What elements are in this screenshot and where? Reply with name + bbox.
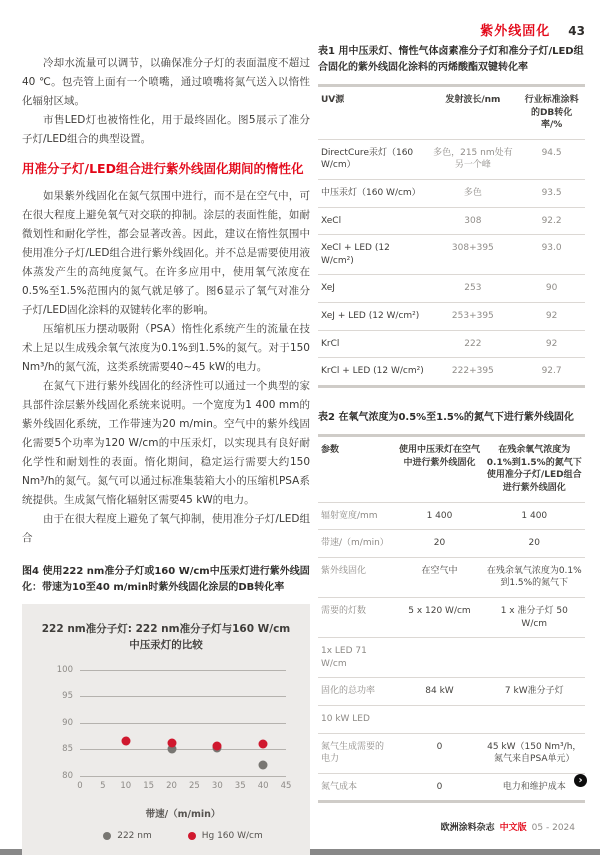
- table-row: [318, 557, 585, 597]
- column-header: UV源: [321, 95, 345, 105]
- table-cell: 在空气中: [421, 565, 458, 576]
- continued-arrow-icon: ›: [574, 774, 587, 787]
- table1-caption: 表1 用中压汞灯、惰性气体卤素准分子灯和准分子灯/LED组合固化的紫外线固化涂料的丙烯酸酯双键转化率: [318, 46, 584, 73]
- table-row: [318, 529, 585, 557]
- y-tick-label: 95: [62, 691, 73, 702]
- table-cell: 308+395: [451, 243, 494, 254]
- table-cell: 电力和维护成本: [502, 781, 566, 792]
- table-cell: 0: [436, 781, 443, 792]
- table-cell: 222: [464, 338, 482, 349]
- gridline: [80, 696, 286, 697]
- table-cell: [395, 638, 483, 677]
- data-point-hg-160-w/cm: [259, 739, 268, 748]
- left-column: [22, 54, 310, 855]
- table-cell: 222+395: [451, 366, 494, 377]
- table2-wrap: [318, 410, 585, 804]
- table-cell: 多色: [463, 187, 482, 198]
- table-row: [318, 637, 585, 677]
- table-cell: [484, 706, 585, 733]
- legend-label: Hg 160 W/cm: [201, 830, 263, 841]
- y-tick-label: 100: [56, 664, 73, 675]
- page-footer: [441, 820, 575, 833]
- y-tick-label: 85: [62, 744, 73, 755]
- x-tick-label: 35: [234, 780, 246, 791]
- page-header: [480, 20, 585, 39]
- paragraph: 压缩机压力摆动吸附（PSA）惰性化系统产生的流量在技术上足以生成残余氧气浓度为0.1%到1.5%的氮气。对于150 Nm³/h的氮气流，这类系统需要40~45 kW的电力。: [22, 323, 310, 374]
- table-cell: 1x LED 71 W/cm: [321, 646, 367, 669]
- x-tick-label: 10: [120, 780, 132, 791]
- table2: [318, 434, 585, 803]
- table-cell: 辐射宽度/mm: [321, 510, 378, 521]
- data-point-hg-160-w/cm: [167, 738, 176, 747]
- table-cell: 20: [528, 538, 540, 549]
- y-tick-label: 90: [62, 717, 73, 728]
- table-cell: 5 x 120 W/cm: [408, 605, 471, 616]
- table-cell: 带速/（m/min）: [321, 538, 389, 549]
- chart-plot: [56, 664, 286, 781]
- table-cell: 在残余氧气浓度为0.1%到1.5%的氮气下: [486, 565, 582, 589]
- legend-item: [103, 831, 152, 841]
- data-point-hg-160-w/cm: [121, 737, 130, 746]
- table-row: [318, 502, 585, 530]
- chart-legend: [68, 831, 298, 841]
- x-tick-label: 15: [143, 780, 155, 791]
- table-row: [318, 274, 585, 302]
- table-header-row: [318, 87, 585, 139]
- section-title: 紫外线固化: [480, 24, 551, 39]
- gridline: [80, 749, 286, 750]
- table-cell: 84 kW: [425, 686, 454, 697]
- page-number: 43: [568, 24, 585, 38]
- table-row: [318, 234, 585, 274]
- table-row: [318, 773, 585, 801]
- legend-item: [188, 831, 263, 841]
- edition-label: 中文版: [499, 823, 527, 833]
- table-cell: 92.7: [541, 366, 562, 377]
- table-cell: KrCl + LED (12 W/cm²): [321, 366, 424, 377]
- table-cell: 需要的灯数: [321, 605, 367, 616]
- table-cell: 253: [464, 283, 482, 294]
- table-cell: XeJ + LED (12 W/cm²): [321, 310, 420, 321]
- table-cell: 92.2: [541, 215, 562, 226]
- column-header: 发射波长/nm: [445, 95, 501, 105]
- paragraph: 市售LED灯也被惰性化，用于最终固化。图5展示了准分子灯/LED组合的典型设置。: [22, 114, 310, 145]
- section-heading: 用准分子灯/LED组合进行紫外线固化期间的惰性化: [22, 161, 304, 176]
- legend-dot-icon: [103, 832, 111, 840]
- x-tick-label: 25: [189, 780, 200, 791]
- chart-x-ticks: [77, 780, 292, 793]
- table-cell: 90: [545, 283, 558, 294]
- data-point-222-nm: [259, 761, 268, 770]
- table-cell: 45 kW（150 Nm³/h，氮气来自PSA单元）: [487, 741, 582, 765]
- gridline: [80, 670, 286, 671]
- paragraph: 如果紫外线固化在氮气氛围中进行，而不是在空气中，可在很大程度上避免氧气对交联的抑制。涂层的表面性能，如耐微划性和耐化学性，都会显著改善。因此，建议在惰性氛围中使用准分子灯/LED组合进行紫外线固化。并不总是需要使用液体蒸发产生的高纯度氮气。在许多应用中，使用氧气浓度在0.5%至1.5%范围内的氮气就足够了。图6显示了氧气对准分子灯/LED固化涂料的双键转化率的影响。: [22, 190, 310, 317]
- x-tick-label: 40: [257, 780, 269, 791]
- x-tick-label: 30: [211, 780, 223, 791]
- gridline: [80, 723, 286, 724]
- table-cell: 中压汞灯（160 W/cm）: [321, 187, 421, 198]
- table-cell: [395, 706, 483, 733]
- y-tick-label: 80: [62, 770, 73, 781]
- table-cell: 1 x 准分子灯 50 W/cm: [500, 605, 568, 629]
- table-cell: XeJ: [321, 283, 335, 294]
- figure4-caption: 图4 使用222 nm准分子灯或160 W/cm中压汞灯进行紫外线固化：带速为10至40 m/min时紫外线固化涂层的DB转化率: [22, 566, 310, 593]
- x-tick-label: 0: [77, 780, 83, 791]
- table-row: [318, 357, 585, 385]
- chart-plot-area: [34, 664, 298, 793]
- table-row: [318, 733, 585, 773]
- table-cell: 94.5: [541, 147, 562, 158]
- paragraph: 冷却水流量可以调节，以确保准分子灯的表面温度不超过40 ℃。包壳管上面有一个喷嘴，通过喷嘴将氮气送入以惰性化辐射区域。: [22, 57, 310, 107]
- x-tick-label: 20: [166, 780, 177, 791]
- table-row: [318, 705, 585, 733]
- legend-label: 222 nm: [117, 830, 152, 841]
- table-cell: 93.0: [541, 243, 562, 254]
- table-row: [318, 330, 585, 358]
- issue-number: 05 - 2024: [531, 823, 575, 833]
- right-column: [318, 44, 585, 803]
- x-tick-label: 5: [100, 780, 106, 791]
- table-cell: 0: [436, 741, 443, 752]
- column-header: 在残余氧气浓度为0.1%到1.5%的氮气下使用准分子灯/LED组合进行紫外线固化: [486, 445, 582, 493]
- column-header: 行业标准涂料的DB转化率/%: [524, 95, 579, 131]
- table-cell: 92: [545, 310, 558, 321]
- table-cell: 10 kW LED: [321, 713, 370, 724]
- table-cell: 7 kW准分子灯: [504, 686, 564, 697]
- table-cell: 308: [464, 215, 482, 226]
- chart-x-axis-label: 带速/（m/min）: [145, 808, 221, 820]
- paragraph: 在氮气下进行紫外线固化的经济性可以通过一个典型的家具部件涂层紫外线固化系统来说明。一个宽度为1 400 mm的紫外线固化系统，工作带速为20 m/min。空气中的紫外线固化需要5个功率为120 W/cm的中压汞灯，以实现具有良好耐化学性和耐划性的表面。惰化期间，稳定运行需要大约150 Nm³/h的氮气。氮气可以通过标准集装箱大小的压缩机PSA系统提供。生成氮气惰化辐射区需要45 kW的电力。: [22, 380, 310, 507]
- table-cell: 20: [433, 538, 446, 549]
- table-cell: [484, 638, 585, 677]
- chart-y-axis-label: [0, 689, 1, 743]
- table-cell: 固化的总功率: [321, 686, 376, 697]
- table-cell: 1 400: [521, 510, 548, 521]
- column-header: 使用中压汞灯在空气中进行紫外线固化: [398, 445, 480, 468]
- table2-caption: 表2 在氧气浓度为0.5%至1.5%的氮气下进行紫外线固化: [318, 411, 574, 423]
- data-point-hg-160-w/cm: [213, 742, 222, 751]
- legend-dot-icon: [188, 832, 196, 840]
- table-row: [318, 207, 585, 235]
- table1: [318, 84, 585, 388]
- table-row: [318, 179, 585, 207]
- table-cell: XeCl: [321, 215, 342, 226]
- figure4-chart: [22, 604, 310, 855]
- table-cell: 93.5: [541, 187, 562, 198]
- table-cell: 紫外线固化: [321, 565, 367, 576]
- x-tick-label: 45: [280, 780, 292, 791]
- table-header-row: [318, 437, 585, 501]
- table-row: [318, 677, 585, 705]
- table-row: [318, 597, 585, 637]
- column-header: 参数: [321, 445, 340, 456]
- table-row: [318, 302, 585, 330]
- chart-title: 222 nm准分子灯: 222 nm准分子灯与160 W/cm中压汞灯的比较: [41, 623, 291, 651]
- table-cell: 1 400: [426, 510, 453, 521]
- table-cell: XeCl + LED (12 W/cm²): [321, 243, 390, 266]
- table-cell: 253+395: [451, 310, 494, 321]
- table-cell: KrCl: [321, 338, 340, 349]
- journal-name: 欧洲涂料杂志: [440, 823, 495, 833]
- table-cell: 氮气生成需要的电力: [321, 741, 385, 765]
- gridline: [80, 776, 286, 777]
- paragraph: 由于在很大程度上避免了氧气抑制，使用准分子灯/LED组合: [22, 513, 310, 545]
- table-cell: DirectCure汞灯（160 W/cm）: [321, 147, 414, 171]
- table-cell: 92: [545, 338, 558, 349]
- table-cell: 多色，215 nm处有另一个峰: [433, 147, 513, 171]
- table-row: [318, 139, 585, 179]
- table-cell: 氮气成本: [321, 781, 358, 792]
